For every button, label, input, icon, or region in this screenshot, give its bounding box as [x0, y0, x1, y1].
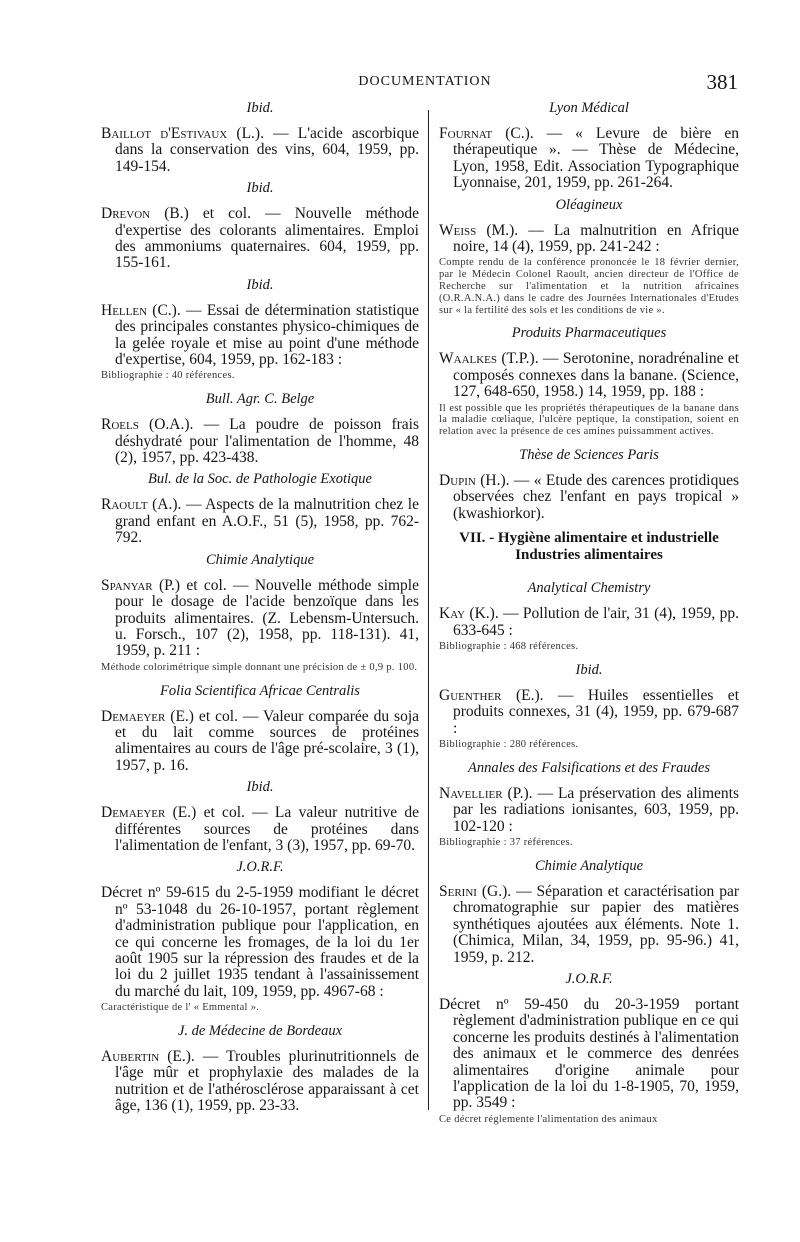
bibliography-entry [101, 206, 419, 272]
entry-author: Hellen (C.). [101, 301, 181, 319]
column-divider [428, 110, 429, 1110]
entry-author: Waalkes (T.P.). [439, 350, 539, 368]
journal-source: Ibid. [575, 661, 603, 678]
bibliography-entry [439, 997, 739, 1112]
bibliography-entry [101, 497, 419, 546]
entry-note: Méthode colorimétrique simple donnant une précision de ± 0,9 p. 100. [101, 661, 418, 673]
bibliography-entry [101, 709, 419, 775]
entry-author: Navellier (P.). [439, 784, 533, 802]
entry-author: Demaeyer (E.) [101, 707, 194, 725]
right-column [439, 100, 739, 1135]
entry-text: — « Levure de bière en thérapeutique ». — Thèse de Médecine, Lyon, 1958, Edit. Association Typographique Lyonnaise, 201, 1959, pp. 261-264. [453, 125, 739, 192]
entry-author: Dupin (H.). [439, 472, 510, 490]
bibliography-entry [439, 606, 739, 639]
journal-source: Annales des Falsifications et des Fraudes [467, 759, 711, 776]
page-header [0, 72, 800, 96]
entry-author: Aubertin (E.). [101, 1048, 195, 1066]
bibliography-entry [101, 578, 419, 660]
bibliography-entry [101, 303, 419, 369]
entry-text: — « Etude des carences protidiques observées chez l'enfant en pays tropical » (kwashiorkor). [453, 472, 739, 522]
section-heading: VII. - Hygiène alimentaire et industrielle Industries alimentaires [459, 530, 719, 564]
entry-author: Demaeyer (E.) [101, 804, 197, 822]
journal-source: J.O.R.F. [565, 970, 613, 987]
bibliography-entry [101, 1049, 419, 1115]
entry-author: Roels (O.A.). [101, 416, 194, 434]
entry-text: et col. — Nouvelle méthode d'expertise des colorants alimentaires. Emploi des ammoniums quaternaires. 604, 1959, pp. 155-161. [115, 205, 419, 272]
bibliography-entry [439, 786, 739, 835]
entry-text: Décret nº 59-450 du 20-3-1959 portant règlement d'administration publique en ce qui concerne les produits destinés à l'alimentation des animaux et le commerce des denrées alimentaires d'origine animale pour l'application de la loi du 1-8-1905, 70, 1959, pp. 3549 : [439, 995, 739, 1112]
bibliography-entry [439, 126, 739, 192]
entry-text: — Huiles essentielles et produits connexes, 31 (4), 1959, pp. 679-687 : [453, 686, 739, 737]
entry-text: et col. — Nouvelle méthode simple pour le dosage de l'acide benzoïque dans les produits alimentaires. (Z. Lebensm-Untersuch. u. Forsch., 107 (2), 1958, pp. 118-131). 41, 1959, p. 211 : [115, 576, 419, 660]
bibliography-entry [101, 805, 419, 854]
entry-text: — Essai de détermination statistique des principales constantes physico-chimiques de la gelée royale et mise au point d'une méthode d'expertise, 604, 1959, pp. 162-183 : [115, 301, 419, 369]
entry-note: Bibliographie : 468 références. [439, 641, 579, 653]
entry-author: Weiss (M.). [439, 221, 519, 239]
entry-author: Kay (K.). [439, 605, 499, 623]
journal-source: J. de Médecine de Bordeaux [177, 1023, 343, 1040]
journal-source: Ibid. [246, 180, 274, 197]
page-number: 381 [706, 70, 738, 94]
bibliography-entry [439, 688, 739, 737]
entry-text: — Séparation et caractérisation par chromatographie sur papier des matières synthétiques ajoutées aux éléments. Note 1. (Chimica, Milan, 34, 1959, pp. 95-96.) 41, 1959, p. 212. [453, 882, 739, 966]
journal-source: Ibid. [246, 779, 274, 796]
entry-text: et col. — La valeur nutritive de différentes sources de protéines dans l'alimentation de l'enfant, 3 (3), 1957, pp. 69-70. [115, 804, 419, 854]
entry-note: Il est possible que les propriétés thérapeutiques de la banane dans la maladie cœliaque, l'ulcère peptique, la constipation, soient en relation avec la présence de ces amines puissamment actives. [439, 402, 739, 438]
entry-note: Bibliographie : 40 références. [101, 370, 235, 382]
bibliography-entry [439, 473, 739, 522]
journal-source: Thèse de Sciences Paris [519, 447, 659, 464]
entry-text: — Aspects de la malnutrition chez le grand enfant en A.O.F., 51 (5), 1958, pp. 762-792. [115, 496, 419, 547]
bibliography-entry [101, 126, 419, 175]
journal-source: Folia Scientifica Africae Centralis [160, 682, 360, 699]
left-column [101, 100, 419, 1120]
bibliography-entry [101, 417, 419, 466]
bibliography-entry [439, 884, 739, 966]
entry-text: — La préservation des aliments par les radiations ionisantes, 603, 1959, pp. 102-120 : [453, 784, 739, 835]
journal-source: Analytical Chemistry [527, 580, 651, 597]
entry-author: Guenther (E.). [439, 686, 544, 704]
entry-author: Serini (G.). [439, 882, 512, 900]
journal-source: Chimie Analytique [205, 551, 315, 568]
journal-source: Produits Pharmaceutiques [511, 325, 667, 342]
entry-text: Décret nº 59-615 du 2-5-1959 modifiant le décret nº 53-1048 du 26-10-1957, portant règlement d'administration publique pour l'application, en ce qui concerne les fromages, de la loi du 1er août 1905 sur la répression des fraudes et de la loi du 2 juillet 1935 tendant à l'assainissement du marché du lait, 109, 1959, pp. 4967-68 : [101, 884, 419, 1000]
entry-note: Ce décret réglemente l'alimentation des animaux [439, 1113, 658, 1125]
entry-text: — Pollution de l'air, 31 (4), 1959, pp. 633-645 : [453, 605, 739, 639]
entry-note: Caractéristique de l' « Emmental ». [101, 1002, 260, 1014]
entry-note: Bibliographie : 280 références. [439, 739, 579, 751]
entry-text: — Troubles plurinutritionnels de l'âge mûr et prophylaxie des malades de la nutrition et de l'athérosclérose apparaissant à cet âge, 136 (1), 1959, pp. 23-33. [115, 1048, 419, 1115]
entry-text: et col. — Valeur comparée du soja et du lait comme sources de protéines alimentaires au cours de l'âge pré-scolaire, 3 (1), 1957, p. 16. [115, 707, 420, 774]
entry-author: Drevon (B.) [101, 205, 189, 223]
entry-author: Raoult (A.). [101, 496, 182, 514]
journal-source: Chimie Analytique [534, 857, 644, 874]
entry-note: Bibliographie : 37 références. [439, 837, 573, 849]
journal-source: Lyon Médical [549, 100, 629, 116]
entry-note: Compte rendu de la conférence prononcée le 18 février dernier, par le Médecin Colonel Raoult, ancien directeur de l'Office de Recherche sur l'alimentation et la nutrition africaines (O.R.A.N.A.) dans le cadre des Journées Internationales d'Etudes sur « la fertilité des sols et les conditions de vie ». [439, 257, 739, 316]
bibliography-entry [439, 351, 739, 400]
bibliography-entry [101, 885, 419, 1000]
entry-text: — Serotonine, noradrénaline et composés connexes dans la banane. (Science, 127, 648-650, 1958.) 14, 1959, pp. 188 : [453, 350, 740, 401]
entry-author: Fournat (C.). [439, 125, 534, 142]
journal-source: J.O.R.F. [236, 859, 284, 876]
journal-source: Bull. Agr. C. Belge [205, 391, 315, 408]
entry-text: — L'acide ascorbique dans la conservation des vins, 604, 1959, pp. 149-154. [115, 125, 419, 175]
journal-source: Oléagineux [555, 196, 623, 213]
entry-text: — La malnutrition en Afrique noire, 14 (4), 1959, pp. 241-242 : [453, 221, 739, 256]
entry-author: Baillot d'Estivaux (L.). [101, 125, 264, 142]
entry-author: Spanyar (P.) [101, 576, 181, 594]
entry-text: — La poudre de poisson frais déshydraté pour l'alimentation de l'homme, 48 (2), 1957, pp. 423-438. [115, 416, 419, 467]
bibliography-entry [439, 223, 739, 256]
running-title: DOCUMENTATION [358, 74, 492, 89]
journal-source: Ibid. [246, 276, 274, 293]
journal-source: Bul. de la Soc. de Pathologie Exotique [148, 471, 372, 488]
journal-source: Ibid. [246, 100, 274, 116]
